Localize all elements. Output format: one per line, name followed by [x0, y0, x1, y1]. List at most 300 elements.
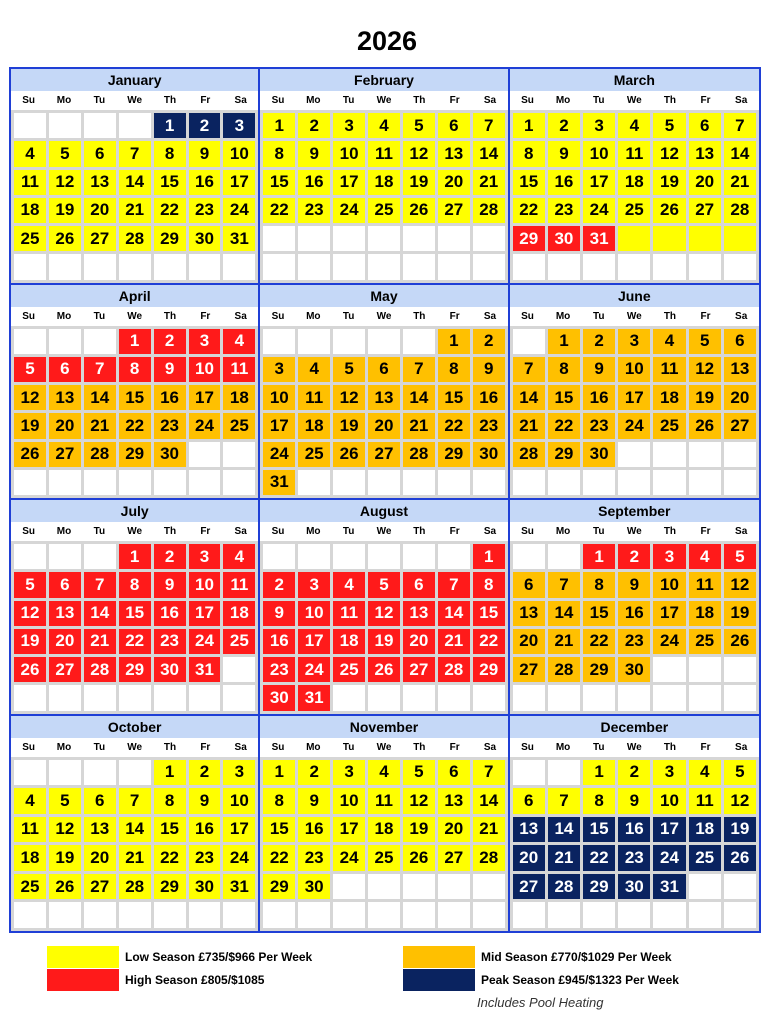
day-cell: 30 [298, 874, 330, 900]
day-cell: 6 [49, 572, 81, 597]
month-january [11, 69, 260, 285]
empty-day-cell [513, 254, 545, 279]
day-cell: 31 [263, 470, 295, 495]
empty-day-cell [438, 226, 470, 251]
day-cell: 7 [119, 141, 151, 166]
empty-day-cell [263, 902, 295, 928]
day-cell: 3 [223, 760, 255, 786]
empty-day-cell [298, 254, 330, 279]
empty-day-cell [333, 874, 365, 900]
legend-note: Includes Pool Heating [477, 995, 604, 1010]
empty-day-cell [49, 470, 81, 495]
empty-day-cell [84, 470, 116, 495]
day-cell: 13 [438, 141, 470, 166]
empty-day-cell [263, 544, 295, 569]
day-cell: 23 [473, 413, 505, 438]
weekday-header [510, 91, 759, 110]
day-cell: 12 [653, 141, 685, 166]
day-grid [11, 757, 258, 932]
empty-day-cell [14, 685, 46, 710]
day-cell: 22 [263, 198, 295, 223]
day-cell: 19 [689, 385, 721, 410]
empty-day-cell [14, 254, 46, 279]
weekday-label: We [127, 310, 143, 322]
weekday-label: Fr [449, 741, 460, 753]
day-cell: 8 [154, 141, 186, 166]
day-cell: 25 [333, 657, 365, 682]
day-cell: 7 [513, 357, 545, 382]
weekday-header [260, 738, 507, 757]
day-cell: 30 [189, 874, 221, 900]
day-cell: 22 [548, 413, 580, 438]
empty-day-cell [49, 329, 81, 354]
day-cell: 25 [298, 442, 330, 467]
empty-day-cell [724, 254, 756, 279]
day-cell: 4 [653, 329, 685, 354]
empty-day-cell [154, 470, 186, 495]
day-cell: 12 [14, 601, 46, 626]
empty-day-cell [618, 226, 650, 251]
empty-day-cell [368, 902, 400, 928]
day-grid [510, 110, 759, 283]
empty-day-cell [548, 470, 580, 495]
empty-day-cell [724, 657, 756, 682]
weekday-label: Sa [234, 741, 247, 753]
legend-mid [403, 946, 672, 968]
empty-day-cell [119, 113, 151, 138]
month-name: February [260, 69, 507, 91]
day-cell: 24 [263, 442, 295, 467]
day-cell: 24 [653, 845, 685, 871]
day-cell: 7 [119, 788, 151, 814]
day-cell: 29 [473, 657, 505, 682]
day-cell: 25 [653, 413, 685, 438]
empty-day-cell [548, 902, 580, 928]
weekday-header [510, 738, 759, 757]
day-cell: 10 [223, 788, 255, 814]
day-cell: 2 [548, 113, 580, 138]
day-cell: 16 [618, 817, 650, 843]
day-cell: 4 [14, 788, 46, 814]
day-cell: 13 [403, 601, 435, 626]
weekday-label: Th [163, 310, 177, 322]
empty-day-cell [583, 902, 615, 928]
day-cell: 20 [403, 629, 435, 654]
day-cell: 27 [438, 198, 470, 223]
month-name: August [260, 500, 507, 522]
empty-day-cell [653, 226, 685, 251]
day-cell: 11 [618, 141, 650, 166]
day-cell: 26 [724, 629, 756, 654]
day-cell: 6 [724, 329, 756, 354]
day-cell: 24 [189, 629, 221, 654]
weekday-label: We [376, 741, 392, 753]
day-cell: 21 [438, 629, 470, 654]
empty-day-cell [49, 902, 81, 928]
day-cell: 17 [189, 601, 221, 626]
weekday-header [260, 91, 507, 110]
day-cell: 23 [583, 413, 615, 438]
day-cell: 30 [618, 657, 650, 682]
day-grid [510, 326, 759, 499]
day-cell: 27 [724, 413, 756, 438]
day-grid [11, 541, 258, 714]
day-cell: 19 [724, 601, 756, 626]
empty-day-cell [653, 902, 685, 928]
day-cell: 29 [583, 657, 615, 682]
day-cell: 15 [154, 170, 186, 195]
day-cell: 15 [583, 601, 615, 626]
month-december [510, 716, 759, 932]
day-cell: 14 [119, 817, 151, 843]
day-cell: 15 [583, 817, 615, 843]
day-cell: 12 [49, 817, 81, 843]
weekday-header [11, 522, 258, 541]
weekday-label: Mo [56, 310, 72, 322]
day-cell: 27 [513, 874, 545, 900]
day-cell: 9 [618, 788, 650, 814]
day-cell: 22 [154, 845, 186, 871]
day-cell: 9 [548, 141, 580, 166]
day-cell: 21 [548, 629, 580, 654]
day-cell: 23 [618, 629, 650, 654]
day-cell: 1 [154, 113, 186, 138]
day-cell: 8 [473, 572, 505, 597]
empty-day-cell [473, 254, 505, 279]
day-cell: 1 [473, 544, 505, 569]
day-cell: 27 [513, 657, 545, 682]
day-cell: 25 [368, 845, 400, 871]
day-cell: 16 [548, 170, 580, 195]
empty-day-cell [618, 442, 650, 467]
day-cell: 15 [119, 601, 151, 626]
day-cell: 30 [189, 226, 221, 251]
day-cell: 10 [653, 788, 685, 814]
empty-day-cell [189, 254, 221, 279]
day-cell: 22 [473, 629, 505, 654]
weekday-label: Th [413, 95, 426, 106]
day-cell: 12 [368, 601, 400, 626]
legend-peak-label: Peak Season £945/$1323 Per Week [481, 973, 679, 987]
weekday-label: Mo [56, 741, 72, 753]
day-cell: 31 [653, 874, 685, 900]
day-cell: 23 [298, 198, 330, 223]
day-cell: 16 [189, 817, 221, 843]
empty-day-cell [49, 760, 81, 786]
legend-peak [403, 969, 679, 991]
day-cell: 16 [154, 385, 186, 410]
day-cell: 23 [263, 657, 295, 682]
day-cell: 21 [119, 198, 151, 223]
weekday-label: Tu [342, 526, 355, 537]
empty-day-cell [223, 442, 255, 467]
month-name: January [11, 69, 258, 91]
day-cell: 11 [223, 357, 255, 382]
empty-day-cell [618, 470, 650, 495]
day-cell: 4 [689, 760, 721, 786]
empty-day-cell [49, 544, 81, 569]
day-cell: 26 [14, 657, 46, 682]
empty-day-cell [724, 685, 756, 710]
day-cell: 7 [724, 113, 756, 138]
empty-day-cell [333, 685, 365, 710]
empty-day-cell [438, 874, 470, 900]
empty-day-cell [84, 329, 116, 354]
day-cell: 26 [49, 226, 81, 251]
weekday-label: Mo [555, 741, 571, 753]
empty-day-cell [473, 902, 505, 928]
weekday-header [11, 738, 258, 757]
legend-high [47, 969, 264, 991]
day-cell: 12 [724, 572, 756, 597]
empty-day-cell [298, 470, 330, 495]
day-cell: 17 [653, 601, 685, 626]
empty-day-cell [689, 442, 721, 467]
weekday-header [510, 522, 759, 541]
empty-day-cell [49, 685, 81, 710]
day-cell: 3 [583, 113, 615, 138]
empty-day-cell [14, 544, 46, 569]
day-cell: 17 [653, 817, 685, 843]
day-cell: 9 [154, 357, 186, 382]
weekday-label: Mo [56, 95, 72, 106]
day-cell: 2 [154, 544, 186, 569]
day-cell: 7 [473, 760, 505, 786]
day-cell: 26 [368, 657, 400, 682]
day-cell: 11 [14, 817, 46, 843]
weekday-label: Th [663, 741, 677, 753]
day-cell: 5 [403, 760, 435, 786]
day-cell: 22 [583, 845, 615, 871]
day-cell: 16 [298, 817, 330, 843]
day-cell: 2 [618, 760, 650, 786]
weekday-label: Fr [700, 741, 711, 753]
day-cell: 15 [154, 817, 186, 843]
day-cell: 19 [14, 413, 46, 438]
empty-day-cell [189, 902, 221, 928]
day-cell: 24 [298, 657, 330, 682]
day-cell: 3 [333, 113, 365, 138]
weekday-label: Su [271, 526, 285, 537]
day-cell: 5 [403, 113, 435, 138]
month-name: September [510, 500, 759, 522]
empty-day-cell [154, 254, 186, 279]
empty-day-cell [368, 226, 400, 251]
day-cell: 21 [724, 170, 756, 195]
day-cell: 27 [368, 442, 400, 467]
day-cell: 14 [473, 788, 505, 814]
day-cell: 15 [119, 385, 151, 410]
day-cell: 8 [548, 357, 580, 382]
day-cell: 5 [333, 357, 365, 382]
day-cell: 27 [689, 198, 721, 223]
day-cell: 22 [438, 413, 470, 438]
empty-day-cell [473, 685, 505, 710]
day-cell: 28 [403, 442, 435, 467]
day-cell: 18 [689, 817, 721, 843]
day-cell: 28 [119, 226, 151, 251]
day-cell: 21 [513, 413, 545, 438]
day-cell: 10 [618, 357, 650, 382]
day-cell: 26 [403, 845, 435, 871]
day-cell: 20 [84, 198, 116, 223]
weekday-label: We [376, 526, 392, 537]
empty-day-cell [689, 685, 721, 710]
day-cell: 10 [333, 788, 365, 814]
day-cell: 22 [119, 413, 151, 438]
weekday-label: Th [413, 526, 426, 537]
day-cell: 5 [689, 329, 721, 354]
day-cell: 17 [223, 170, 255, 195]
day-cell: 24 [223, 198, 255, 223]
day-cell: 11 [368, 141, 400, 166]
weekday-label: Sa [735, 95, 748, 106]
empty-day-cell [223, 685, 255, 710]
weekday-label: Su [271, 741, 285, 753]
day-cell: 18 [368, 817, 400, 843]
day-cell: 15 [263, 817, 295, 843]
day-cell: 17 [298, 629, 330, 654]
day-cell: 14 [84, 601, 116, 626]
day-cell: 18 [689, 601, 721, 626]
day-cell: 9 [473, 357, 505, 382]
weekday-label: We [626, 95, 642, 106]
day-cell: 18 [618, 170, 650, 195]
empty-day-cell [724, 470, 756, 495]
weekday-label: Su [22, 741, 36, 753]
empty-day-cell [403, 329, 435, 354]
day-cell: 27 [438, 845, 470, 871]
empty-day-cell [548, 544, 580, 569]
day-cell: 28 [473, 198, 505, 223]
day-cell: 28 [473, 845, 505, 871]
day-cell: 30 [618, 874, 650, 900]
day-cell: 11 [223, 572, 255, 597]
empty-day-cell [513, 544, 545, 569]
day-cell: 29 [154, 874, 186, 900]
day-cell: 7 [84, 357, 116, 382]
day-cell: 11 [333, 601, 365, 626]
day-cell: 19 [14, 629, 46, 654]
empty-day-cell [119, 254, 151, 279]
empty-day-cell [403, 470, 435, 495]
day-grid [260, 326, 507, 499]
weekday-label: Mo [555, 95, 571, 106]
weekday-label: Th [163, 95, 177, 106]
day-cell: 9 [189, 788, 221, 814]
weekday-header [260, 307, 507, 326]
day-cell: 29 [263, 874, 295, 900]
day-cell: 23 [298, 845, 330, 871]
day-cell: 31 [189, 657, 221, 682]
day-cell: 26 [333, 442, 365, 467]
day-cell: 20 [513, 629, 545, 654]
day-cell: 2 [473, 329, 505, 354]
day-cell: 22 [119, 629, 151, 654]
day-cell: 24 [189, 413, 221, 438]
weekday-label: Fr [700, 95, 711, 106]
day-cell: 4 [223, 329, 255, 354]
day-cell: 28 [548, 874, 580, 900]
empty-day-cell [368, 685, 400, 710]
day-grid [260, 757, 507, 932]
day-cell: 7 [438, 572, 470, 597]
weekday-label: Mo [306, 526, 321, 537]
day-cell: 10 [189, 357, 221, 382]
month-november [260, 716, 509, 932]
day-cell: 23 [189, 845, 221, 871]
day-cell: 4 [223, 544, 255, 569]
day-cell: 25 [223, 413, 255, 438]
weekday-label: Sa [483, 95, 497, 106]
day-cell: 6 [368, 357, 400, 382]
day-cell: 17 [223, 817, 255, 843]
day-cell: 16 [263, 629, 295, 654]
empty-day-cell [84, 685, 116, 710]
day-cell: 18 [223, 385, 255, 410]
day-cell: 15 [513, 170, 545, 195]
weekday-label: Th [163, 741, 177, 753]
weekday-label: Th [413, 741, 426, 753]
weekday-label: Su [521, 310, 534, 322]
day-cell: 18 [368, 170, 400, 195]
empty-day-cell [14, 113, 46, 138]
day-cell: 28 [84, 442, 116, 467]
empty-day-cell [333, 902, 365, 928]
empty-day-cell [689, 226, 721, 251]
day-cell: 9 [583, 357, 615, 382]
weekday-label: Sa [735, 741, 748, 753]
empty-day-cell [438, 544, 470, 569]
empty-day-cell [513, 470, 545, 495]
day-cell: 24 [583, 198, 615, 223]
day-cell: 3 [653, 544, 685, 569]
day-cell: 12 [333, 385, 365, 410]
month-name: October [11, 716, 258, 738]
day-cell: 19 [653, 170, 685, 195]
month-june [510, 285, 759, 501]
day-cell: 1 [438, 329, 470, 354]
day-cell: 13 [438, 788, 470, 814]
day-cell: 25 [14, 874, 46, 900]
day-cell: 29 [119, 442, 151, 467]
day-cell: 8 [154, 788, 186, 814]
empty-day-cell [689, 470, 721, 495]
empty-day-cell [84, 902, 116, 928]
day-cell: 3 [263, 357, 295, 382]
empty-day-cell [618, 254, 650, 279]
day-cell: 9 [263, 601, 295, 626]
weekday-label: Su [22, 310, 36, 322]
weekday-label: Sa [735, 310, 748, 322]
day-cell: 13 [368, 385, 400, 410]
day-cell: 8 [583, 572, 615, 597]
day-cell: 5 [724, 544, 756, 569]
weekday-label: Tu [592, 95, 605, 106]
day-cell: 14 [724, 141, 756, 166]
day-cell: 3 [223, 113, 255, 138]
day-cell: 2 [263, 572, 295, 597]
day-cell: 10 [263, 385, 295, 410]
day-cell: 18 [653, 385, 685, 410]
empty-day-cell [14, 760, 46, 786]
year-title: 2026 [356, 26, 418, 56]
day-cell: 4 [333, 572, 365, 597]
day-cell: 30 [154, 442, 186, 467]
empty-day-cell [189, 442, 221, 467]
day-cell: 6 [49, 357, 81, 382]
day-cell: 5 [49, 141, 81, 166]
